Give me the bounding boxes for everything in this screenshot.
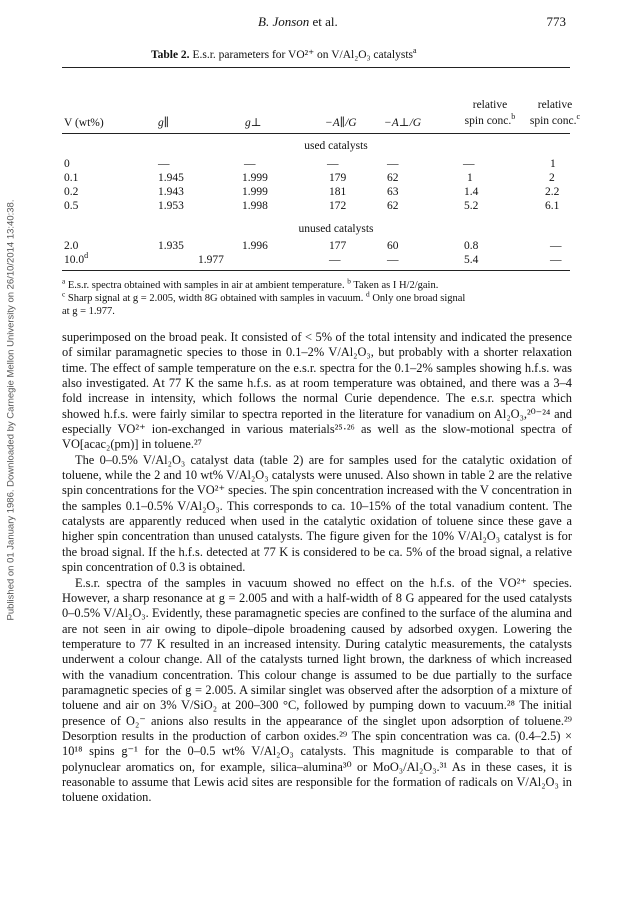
cell-rel2: — (550, 254, 562, 266)
header-rel2-mark: c (576, 112, 581, 122)
cell-a-par: — (329, 254, 341, 266)
footnote-a-mark: a (62, 276, 66, 286)
table-caption (151, 47, 417, 61)
cell-rel2: 1 (550, 158, 556, 170)
header-a-parallel: −A∥/G (325, 117, 357, 129)
footnote-b-mark: b (347, 276, 351, 286)
paragraph-2: The 0–0.5% V/Al₂O₃ catalyst data (table 2) are for samples used for the catalytic oxidation of toluene, while the 2 and 10 wt% V/Al₂O₃ catalysts were unused. Also shown in table 2 are the relative spin concentrations for the VO²⁺ species. The spin concentration increased with the V concentration in the samples 0.1–0.5% V/Al₂O₃. This corresponds to ca. 10–15% of the total vanadium content. The catalysts are apparently reduced when used in the catalytic oxidation of toluene since these gave a higher spin concentration than unused catalysts. The figure given for the 10% V/Al₂O₃ catalyst is for the broad signal. If the h.f.s. detected at 77 K is considered to be ca. 5% of the broad signal, a relative spin concentration of 0.3 is obtained. (62, 452, 572, 575)
paragraph-1: superimposed on the broad peak. It consisted of < 5% of the total intensity and indicated the presence of similar paramagnetic species to those in 0.1–2% V/Al₂O₃, but probably with a shorter relaxation time. The effect of sample temperature on the e.s.r. spectra for the 0.1–2% samples showing h.f.s. was also investigated. At 77 K the same h.f.s. as at room temperature was obtained, and there was a 3–4 fold increase in intensity, which follows the normal Curie dependence. The e.s.r. spectra which showed h.f.s. were fairly similar to spectra reported in the literature for vanadium on Al₂O₃,²⁰⁻²⁴ and especially VO²⁺ ion-exchanged in various materials²⁵·²⁶ as well as the slow-motional spectra of VO[acac₂(pm)] in toluene.²⁷ (62, 330, 572, 452)
download-watermark-text: Published on 01 January 1986. Downloaded by Carnegie Mellon University on 26/10/2014 13:40:38. (5, 199, 17, 621)
cell-rel2: 2 (549, 172, 555, 184)
page-number: 773 (546, 14, 566, 29)
footnote-c-mark: c (62, 289, 66, 299)
cell-a-perp: 62 (387, 200, 399, 212)
footnote-d-line1: Only one broad signal (372, 293, 466, 304)
cell-g-par: 1.945 (158, 172, 184, 184)
cell-g-par: 1.953 (158, 200, 184, 212)
cell-rel2: 6.1 (545, 200, 560, 212)
cell-rel2: — (550, 240, 562, 252)
cell-a-perp: 60 (387, 240, 399, 252)
paragraph-3: E.s.r. spectra of the samples in vacuum showed no effect on the h.f.s. of the VO²⁺ species. However, a sharp resonance at g = 2.005 and with a half-width of 8 G appeared for the used catalysts 0–0.5% V/Al₂O₃. Evidently, these paramagnetic species are confined to the surface of the alumina and are not seen in air owing to dipole–dipole broadening caused by adsorbed oxygen. Lowering the temperature to 77 K resulted in an increased intensity. During catalytic measurements, the catalysts underwent a colour change. All of the catalysts turned light brown, the darkness of which increased with the vanadium concentration. This colour change is assumed to be due partially to the surface paramagnetic species of g = 2.005. A similar singlet was observed after the adsorption of a mixture of toluene and air on 3% V/SiO₂ at 200–300 °C, followed by pumping down to vacuum.²⁸ The initial presence of O₂⁻ anions also results in the appearance of the singlet upon adsorption of toluene.²⁹ Desorption results in the production of carbon oxides.²⁹ The spin concentration was ca. (0.4–2.5) × 10¹⁸ spins g⁻¹ for the 0–0.5 wt% V/Al₂O₃ catalysts. This magnitude is comparable to that of polynuclear aromatics on, for example, silica–alumina³⁰ or MoO₃/Al₂O₃.³¹ As in these cases, it is reasonable to assume that Lewis acid sites are responsible for the formation of radicals on V/Al₂O₃ in toluene oxidation. (62, 575, 572, 805)
cell-v: 0 (64, 158, 70, 170)
running-head-etal: et al. (312, 14, 338, 29)
header-rel2-text: spin conc. (529, 115, 577, 127)
header-v-wt: V (wt%) (64, 117, 104, 129)
cell-a-perp: 62 (387, 172, 399, 184)
header-relative-2a: relative (537, 99, 573, 111)
header-g-perp: g⊥ (245, 117, 262, 129)
cell-a-perp: — (387, 158, 399, 170)
cell-v (64, 251, 89, 267)
table-header-rule (62, 133, 570, 134)
cell-v-value: 10.0 (64, 254, 85, 266)
footnote-a: E.s.r. spectra obtained with samples in air at ambient temperature. (67, 280, 345, 291)
footnote-d-mark: d (366, 289, 370, 299)
cell-a-par: — (327, 158, 339, 170)
cell-rel1: 1 (467, 172, 473, 184)
header-g-parallel: g∥ (158, 117, 170, 129)
table-footnotes (62, 276, 572, 318)
cell-g-perp: 1.999 (242, 186, 268, 198)
cell-a-par: 179 (329, 172, 347, 184)
cell-rel2: 2.2 (545, 186, 560, 198)
running-head (258, 14, 338, 30)
header-relative-2b (520, 112, 590, 128)
table-caption-text: E.s.r. parameters for VO²⁺ on V/Al₂O₃ catalysts (192, 49, 413, 61)
running-head-author: B. Jonson (258, 14, 310, 29)
table-label: Table 2. (151, 49, 190, 61)
cell-rel1: 0.8 (464, 240, 479, 252)
header-relative-1a: relative (472, 99, 508, 111)
header-a-perp: −A⊥/G (384, 117, 422, 129)
body-text (62, 330, 572, 806)
header-rel1-mark: b (511, 112, 516, 122)
cell-v-mark: d (84, 251, 89, 261)
header-rel1-text: spin conc. (464, 115, 512, 127)
footnote-d-line2: at g = 1.977. (62, 306, 115, 317)
cell-v: 0.5 (64, 200, 79, 212)
header-relative-1b (455, 112, 525, 128)
cell-g-perp: 1.999 (242, 172, 268, 184)
footnote-b: Taken as I H/2/gain. (353, 280, 439, 291)
cell-g-par: 1.943 (158, 186, 184, 198)
cell-g-single: 1.977 (198, 254, 224, 266)
cell-v: 0.1 (64, 172, 79, 184)
cell-rel1: 5.4 (464, 254, 479, 266)
cell-g-par: — (158, 158, 170, 170)
table-bottom-rule (62, 270, 570, 271)
cell-g-par: 1.935 (158, 240, 184, 252)
cell-a-par: 177 (329, 240, 347, 252)
footnote-c: Sharp signal at g = 2.005, width 8G obtained with samples in vacuum. (67, 293, 364, 304)
cell-g-perp: — (244, 158, 256, 170)
cell-rel1: — (463, 158, 475, 170)
cell-v: 0.2 (64, 186, 79, 198)
cell-a-perp: — (387, 254, 399, 266)
table-top-rule (62, 67, 570, 68)
cell-rel1: 5.2 (464, 200, 479, 212)
table-caption-mark: a (413, 46, 417, 56)
download-watermark (0, 40, 22, 780)
cell-v: 2.0 (64, 240, 79, 252)
cell-rel1: 1.4 (464, 186, 479, 198)
cell-g-perp: 1.996 (242, 240, 268, 252)
cell-a-perp: 63 (387, 186, 399, 198)
cell-g-perp: 1.998 (242, 200, 268, 212)
cell-a-par: 181 (329, 186, 347, 198)
section-unused-catalysts: unused catalysts (298, 223, 374, 235)
section-used-catalysts: used catalysts (304, 140, 368, 152)
cell-a-par: 172 (329, 200, 347, 212)
